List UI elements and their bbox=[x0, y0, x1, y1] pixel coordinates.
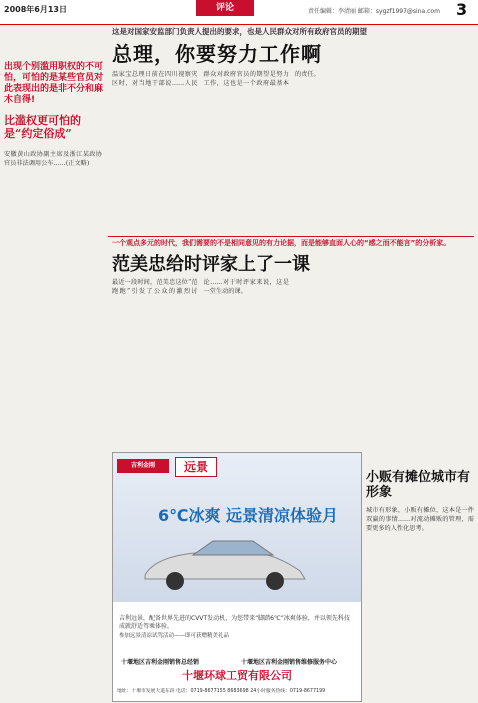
brand-logo: 吉利金刚 bbox=[117, 459, 169, 473]
ad-slogan: 6℃冰爽 远景清凉体验月 bbox=[157, 506, 339, 525]
ad-promo: 参加远景清凉试驾活动——即可获赠精美礼品 bbox=[119, 633, 230, 639]
dealer-service: 十堰地区吉利金刚销售维修服务中心 bbox=[241, 659, 338, 666]
ad-description: 吉利远景，配备世界先进的CVVT发动机，为您带来“脚踏6℃”冰爽体验，并以领先科技成就舒适驾乘体验。 bbox=[119, 615, 350, 630]
page-header bbox=[0, 0, 478, 25]
dealer-sales: 十堰地区吉利金刚销售总经销 bbox=[121, 659, 200, 666]
car-image bbox=[135, 533, 315, 593]
car-advertisement bbox=[112, 452, 362, 702]
top-article-kicker: 这是对国家安监部门负责人提出的要求，也是人民群众对所有政府官员的期望 bbox=[112, 27, 367, 36]
left-headline: 比滥权更可怕的是“约定俗成” bbox=[4, 114, 81, 140]
company-contact: 地址：十堰市发展大道东段 电话：0719-8677155 8683698 24小时服务热线：0719-8677199 bbox=[117, 689, 326, 694]
section-divider bbox=[108, 236, 474, 237]
top-article-body: 温家宝总理日前在四川视察灾区时，对当地干部说……人民群众对政府官员的期望是努力工作，这也是一个政府最基本的责任。 bbox=[112, 71, 320, 87]
page-number: 3 bbox=[456, 0, 468, 19]
issue-date: 2008年6月13日 bbox=[4, 5, 67, 14]
left-deck: 出现个别滥用职权的不可怕，可怕的是某些官员对此表现出的是非不分和麻木自得! bbox=[4, 62, 104, 105]
mid-article-kicker: 一个观点多元的时代，我们需要的不是相同意见的有力论据，而是能够直面人心的“感之而不能言”的分析家。 bbox=[112, 239, 451, 247]
section-tag: 评论 bbox=[196, 0, 254, 16]
mid-article-body: 最近一段时间，范美忠这位“范跑跑”引发了公众的激烈讨论……对于时评家来说，这是一堂生动的课。 bbox=[112, 279, 289, 295]
company-name: 十堰环球工贸有限公司 bbox=[182, 669, 292, 682]
left-article-body: 安徽黄山政协副主席及浙江某政协官员非法调用公车……(正文略) bbox=[4, 151, 102, 167]
right-article-headline: 小贩有摊位城市有形象 bbox=[366, 470, 471, 500]
right-article-body: 城市有形象，小贩有摊位，这本是一件双赢的事情……对流动摊贩的管理，需要更多的人性化思考。 bbox=[366, 507, 474, 532]
editor-info: 责任编辑：李清丽 邮箱：sygzf1997@sina.com bbox=[308, 8, 440, 15]
top-article-headline: 总理，你要努力工作啊 bbox=[112, 42, 322, 66]
mid-article-headline: 范美忠给时评家上了一课 bbox=[112, 254, 310, 275]
model-name: 远景 bbox=[175, 457, 217, 477]
